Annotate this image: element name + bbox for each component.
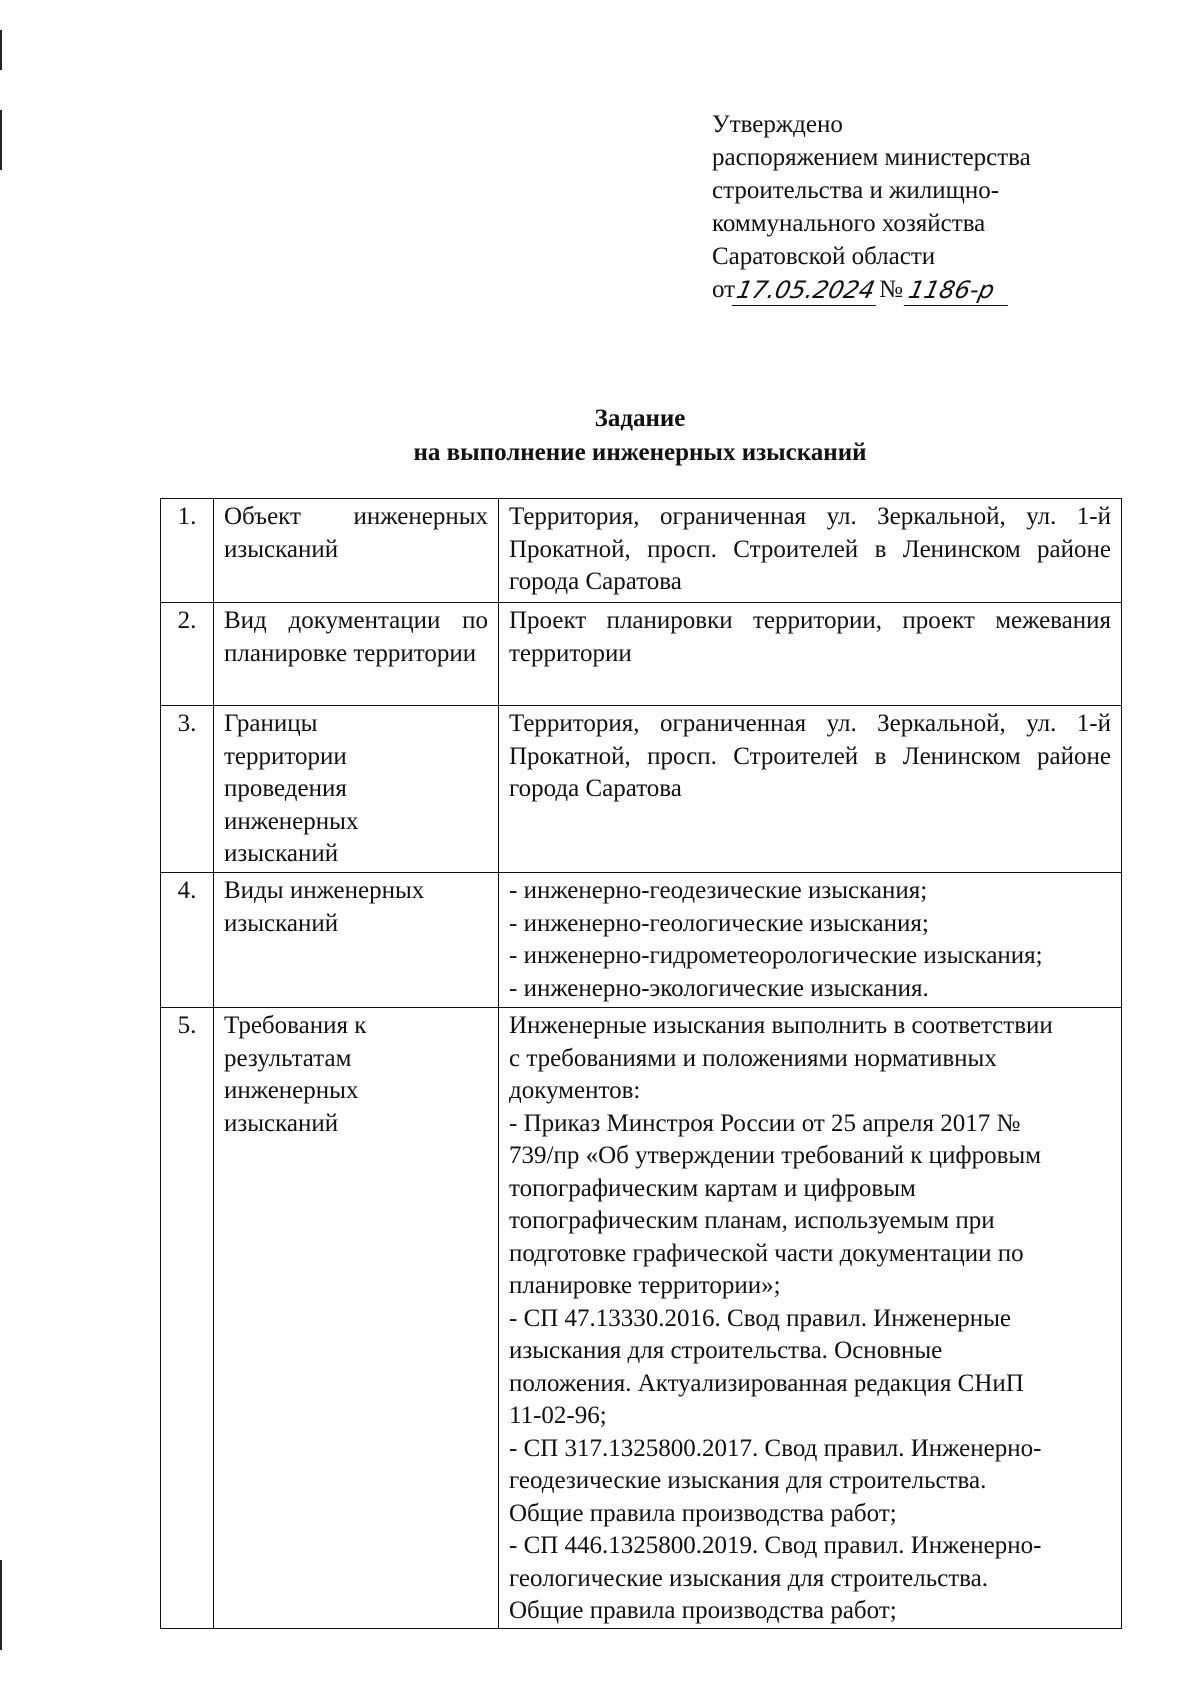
- row-name: Вид документации по планировке территории: [214, 603, 499, 706]
- handwritten-number: 1186-р: [904, 275, 1015, 306]
- row-value-line: - СП 446.1325800.2019. Свод правил. Инженерно-: [509, 1532, 1042, 1559]
- row-value-line: топографическим планам, используемым при: [509, 1207, 995, 1234]
- table-row: [161, 1008, 1122, 1629]
- approval-line: Утверждено: [712, 111, 843, 138]
- row-value-line: - инженерно-геодезические изыскания;: [509, 877, 928, 904]
- scan-edge-mark: [0, 1560, 2, 1650]
- approval-stamp-block: [712, 108, 1132, 306]
- row-value: Территория, ограниченная ул. Зеркальной, ул. 1-й Прокатной, просп. Строителей в Ленинском районе города Саратова: [499, 499, 1122, 603]
- row-number: 4.: [161, 873, 214, 1008]
- document-title: [0, 402, 1200, 470]
- table-row: [161, 706, 1122, 873]
- row-value-line: - инженерно-гидрометеорологические изыскания;: [509, 942, 1043, 969]
- row-name-line: результатам: [224, 1044, 352, 1072]
- row-value-line: 11-02-96;: [509, 1402, 607, 1429]
- date-prefix: от: [712, 276, 736, 303]
- row-name: [214, 706, 499, 873]
- row-name-line: Требования к: [224, 1012, 367, 1039]
- row-name-line: изысканий: [224, 1109, 339, 1137]
- approval-line: распоряжением министерства: [712, 144, 1031, 171]
- row-value-line: геодезические изыскания для строительства.: [509, 1467, 987, 1494]
- number-sign: №: [879, 276, 903, 303]
- row-value-line: 739/пр «Об утверждении требований к цифровым: [509, 1142, 1042, 1169]
- row-value-line: - СП 317.1325800.2017. Свод правил. Инженерно-: [509, 1434, 1042, 1462]
- row-name: Объект инженерных изысканий: [214, 499, 499, 603]
- row-value-line: - инженерно-экологические изыскания.: [509, 974, 929, 1002]
- table-row: [161, 603, 1122, 706]
- row-value-line: подготовке графической части документации по: [509, 1239, 1024, 1267]
- row-value-line: - Приказ Минстроя России от 25 апреля 2017 №: [509, 1109, 1021, 1137]
- row-value: [499, 873, 1122, 1008]
- row-name-line: территории: [224, 742, 347, 770]
- row-value-line: - инженерно-геологические изыскания;: [509, 909, 929, 937]
- approval-line: Саратовской области: [712, 243, 936, 270]
- scan-edge-mark: [0, 30, 2, 70]
- title-line-1: Задание: [594, 405, 686, 432]
- row-value-line: Общие правила производства работ;: [509, 1499, 897, 1527]
- handwritten-date: 17.05.2024: [732, 275, 883, 306]
- row-name: [214, 1008, 499, 1629]
- row-name-line: Границы: [224, 710, 318, 737]
- row-value-line: геологические изыскания для строительства.: [509, 1564, 988, 1592]
- row-value-line: планировке территории»;: [509, 1272, 781, 1299]
- row-value-line: топографическим картам и цифровым: [509, 1174, 916, 1202]
- row-number: 3.: [161, 706, 214, 873]
- approval-line: коммунального хозяйства: [712, 210, 986, 237]
- row-value-line: - СП 47.13330.2016. Свод правил. Инженерные: [509, 1304, 1011, 1332]
- row-value-line: Общие правила производства работ;: [509, 1597, 897, 1624]
- row-name-line: инженерных: [224, 807, 359, 835]
- row-value-line: документов:: [509, 1077, 641, 1104]
- scan-edge-mark: [0, 110, 2, 170]
- row-number: 2.: [161, 603, 214, 706]
- row-value-line: Инженерные изыскания выполнить в соответствии: [509, 1012, 1053, 1039]
- table-row: [161, 873, 1122, 1008]
- row-value: Проект планировки территории, проект межевания территории: [499, 603, 1122, 706]
- row-value: [499, 1008, 1122, 1629]
- row-value-line: изыскания для строительства. Основные: [509, 1337, 943, 1364]
- row-name-line: инженерных: [224, 1077, 359, 1104]
- row-name-line: изысканий: [224, 840, 339, 867]
- row-value-line: с требованиями и положениями нормативных: [509, 1044, 997, 1072]
- table-row: [161, 499, 1122, 603]
- row-number: 1.: [161, 499, 214, 603]
- row-number: 5.: [161, 1008, 214, 1629]
- row-value-line: положения. Актуализированная редакция СНиП: [509, 1369, 1024, 1397]
- approval-line: строительства и жилищно-: [712, 177, 1000, 204]
- row-name: Виды инженерных изысканий: [214, 873, 499, 1008]
- title-line-2: на выполнение инженерных изысканий: [413, 439, 867, 466]
- row-name-line: проведения: [224, 775, 347, 802]
- row-value: Территория, ограниченная ул. Зеркальной, ул. 1-й Прокатной, просп. Строителей в Ленинском районе города Саратова: [499, 706, 1122, 873]
- task-table: [160, 498, 1122, 1629]
- approval-date-number-row: [712, 273, 1132, 306]
